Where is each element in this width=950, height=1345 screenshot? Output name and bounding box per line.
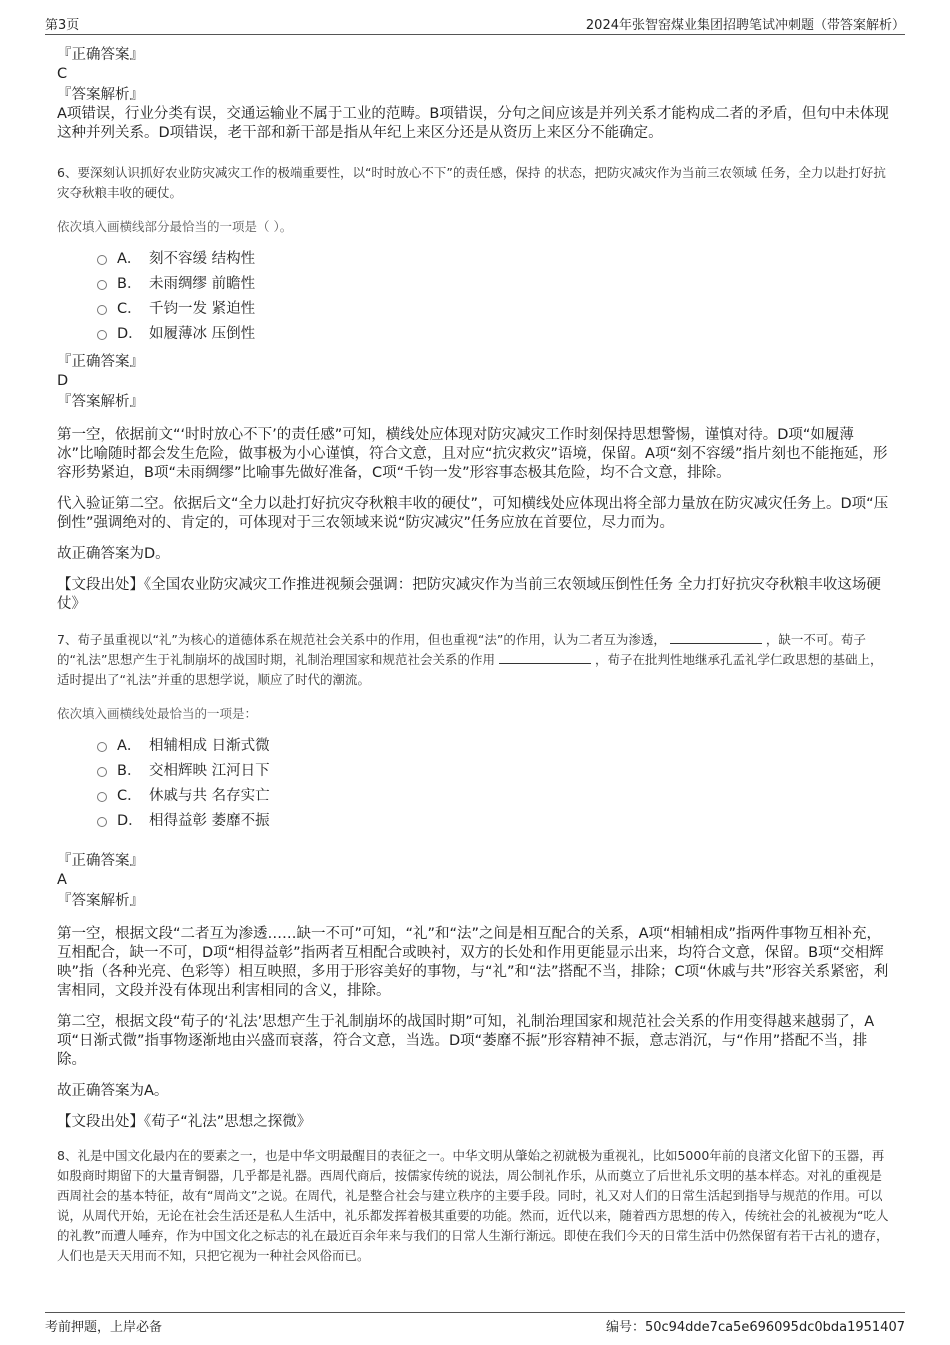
q7-option-d[interactable]: D． 相得益彰 萎靡不振 — [97, 809, 889, 834]
fill-blank — [670, 631, 762, 644]
q6-analysis-p2: 代入验证第二空。依据后文“全力以赴打好抗灾夺秋粮丰收的硬仗”，可知横线处应体现出将全部力量放在防灾减灾任务上。D项“压倒性”强调绝对的、肯定的，可体现对于三农领域来说“防灾减灾”任务应放在首要位，尽力而为。 — [57, 496, 889, 531]
fill-blank — [499, 651, 591, 664]
correct-answer-label: 『正确答案』 — [57, 47, 144, 63]
q6-option-a[interactable]: A． 刻不容缓 结构性 — [97, 247, 889, 272]
document-body — [57, 46, 889, 1266]
q5-answer: C — [57, 66, 68, 82]
q6-option-b[interactable]: B． 未雨绸缪 前瞻性 — [97, 272, 889, 297]
radio-icon[interactable] — [97, 742, 107, 752]
radio-icon[interactable] — [97, 792, 107, 802]
q5-analysis: A项错误，行业分类有误，交通运输业不属于工业的范畴。B项错误，分句之间应该是并列关系才能构成二者的矛盾，但句中未体现这种并列关系。D项错误，老干部和新干部是指从年纪上来区分还是从资历上来区分不能确定。 — [57, 106, 889, 141]
radio-icon[interactable] — [97, 280, 107, 290]
document-title: 2024年张智窑煤业集团招聘笔试冲刺题（带答案解析） — [585, 18, 905, 33]
q6-option-c[interactable]: C． 千钧一发 紧迫性 — [97, 297, 889, 322]
q6-analysis-p1: 第一空，依据前文“‘时时放心不下’的责任感”可知，横线处应体现对防灾减灾工作时刻保持思想警惕，谨慎对待。D项“如履薄冰”比喻随时都会发生危险，做事极为小心谨慎，符合文意，且对应“抗灾救灾”语境，保留。A项“刻不容缓”指片刻也不能拖延，形容形势紧迫，B项“未雨绸缪”比喻事先做好准备，C项“千钧一发”形容事态极其危险，均不合文意，排除。 — [57, 427, 888, 481]
q6-options — [97, 247, 889, 347]
page-header — [45, 14, 905, 35]
q6-prompt: 依次填入画横线部分最恰当的一项是（ ）。 — [57, 219, 293, 234]
q6-source: 【文段出处】《全国农业防灾减灾工作推进视频会强调：把防灾减灾作为当前三农领域压倒性任务 全力打好抗灾夺秋粮丰收这场硬仗》 — [57, 577, 881, 612]
page-number: 第3页 — [45, 18, 80, 33]
q7-answer: A — [57, 872, 67, 888]
q6-stem: 6、要深刻认识抓好农业防灾减灾工作的极端重要性，以“时时放心不下”的责任感，保持 的状态，把防灾减灾作为当前三农领域 任务，全力以赴打好抗灾夺秋粮丰收的硬仗。 — [57, 165, 886, 200]
radio-icon[interactable] — [97, 330, 107, 340]
q7-option-a[interactable]: A． 相辅相成 日渐式微 — [97, 734, 889, 759]
q6-answer: D — [57, 373, 69, 389]
q7-option-c[interactable]: C． 休戚与共 名存实亡 — [97, 784, 889, 809]
q7-prompt: 依次填入画横线处最恰当的一项是： — [57, 706, 258, 721]
radio-icon[interactable] — [97, 767, 107, 777]
q7-analysis-p2: 第二空，根据文段“荀子的‘礼法’思想产生于礼制崩坏的战国时期”可知，礼制治理国家和规范社会关系的作用变得越来越弱了，A项“日渐式微”指事物逐渐地由兴盛而衰落，符合文意，当选。D项“萎靡不振”形容精神不振，意志消沉，与“作用”搭配不当，排除。 — [57, 1014, 875, 1068]
q8-stem: 8、礼是中国文化最内在的要素之一，也是中华文明最醒目的表征之一。中华文明从肇始之初就极为重视礼，比如5000年前的良渚文化留下的玉器，再如殷商时期留下的大量青铜器，几乎都是礼器。西周代商后，按儒家传统的说法，周公制礼作乐，从而奠立了后世礼乐文明的基本样态。对礼的重视是西周社会的基本特征，故有“周尚文”之说。在周代，礼是整合社会与建立秩序的主要手段。同时，礼又对人们的日常生活起到指导与规范的作用。可以说，从周代开始，无论在社会生活还是私人生活中，礼乐都发挥着极其重要的功能。然而，近代以来，随着西方思想的传入，传统社会的礼被视为“吃人的礼教”而遭人唾弃，作为中国文化之标志的礼在最近百余年来与我们的日常人生渐行渐远。即使在我们今天的日常生活中仍然保留有若干古礼的遗存，人们也是天天用而不知，只把它视为一种社会风俗而已。 — [57, 1148, 889, 1263]
page-footer — [45, 1312, 905, 1335]
q6-option-d[interactable]: D． 如履薄冰 压倒性 — [97, 322, 889, 347]
q7-stem: 7、荀子虽重视以“礼”为核心的道德体系在规范社会关系中的作用，但也重视“法”的作用，认为二者互为渗透， ，缺一不可。荀子的“礼法”思想产生于礼制崩坏的战国时期，礼制治理国家和规范社会关系的作用 ，荀子在批判性地继承孔孟礼学仁政思想的基础上，适时提出了“礼法”并重的思想学说，顺应了时代的潮流。 — [57, 632, 883, 687]
q7-analysis-p3: 故正确答案为A。 — [57, 1083, 169, 1099]
q7-option-b[interactable]: B． 交相辉映 江河日下 — [97, 759, 889, 784]
radio-icon[interactable] — [97, 255, 107, 265]
q7-source: 【文段出处】《荀子“礼法”思想之探微》 — [57, 1114, 312, 1130]
q7-options — [97, 734, 889, 834]
radio-icon[interactable] — [97, 817, 107, 827]
analysis-label: 『答案解析』 — [57, 87, 144, 103]
analysis-label: 『答案解析』 — [57, 893, 144, 909]
q7-analysis-p1: 第一空，根据文段“二者互为渗透……缺一不可”可知，“礼”和“法”之间是相互配合的关系，A项“相辅相成”指两件事物互相补充，互相配合，缺一不可，D项“相得益彰”指两者互相配合或映衬，双方的长处和作用更能显示出来，均符合文意，保留。B项“交相辉映”指（各种光亮、色彩等）相互映照，多用于形容美好的事物，与“礼”和“法”搭配不当，排除；C项“休戚与共”形容关系紧密，利害相同，文段并没有体现出利害相同的含义，排除。 — [57, 926, 889, 999]
footer-slogan: 考前押题，上岸必备 — [45, 1320, 163, 1335]
correct-answer-label: 『正确答案』 — [57, 354, 144, 370]
correct-answer-label: 『正确答案』 — [57, 853, 144, 869]
document-id: 编号：50c94dde7ca5e696095dc0bda1951407 — [605, 1320, 905, 1335]
analysis-label: 『答案解析』 — [57, 394, 144, 410]
q6-analysis-p3: 故正确答案为D。 — [57, 546, 170, 562]
radio-icon[interactable] — [97, 305, 107, 315]
